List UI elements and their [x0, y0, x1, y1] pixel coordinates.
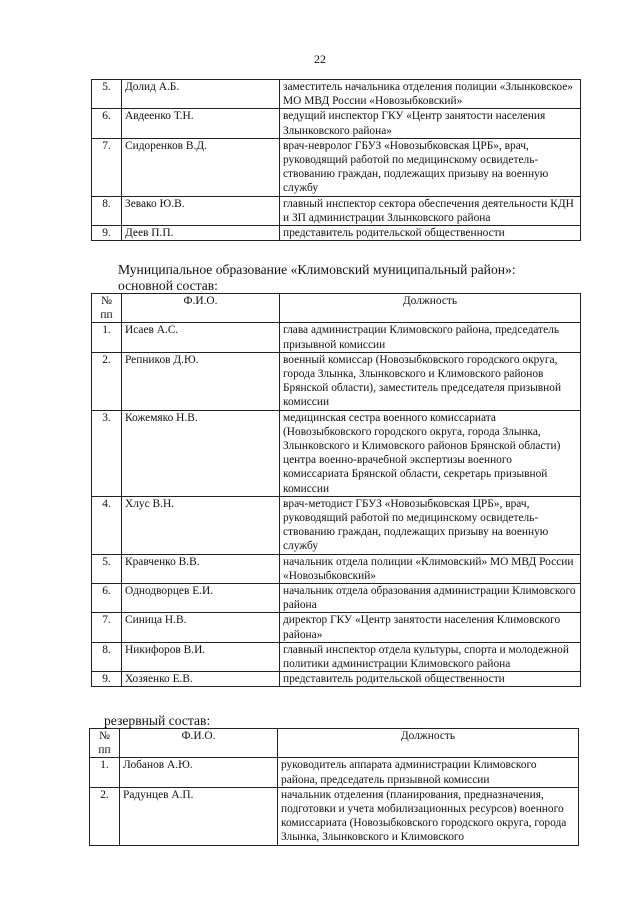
- row-number: 9.: [92, 672, 122, 687]
- member-name: Синица Н.В.: [122, 613, 280, 642]
- table-row: [92, 496, 581, 554]
- table-row: [92, 410, 581, 496]
- row-number: 7.: [92, 138, 122, 196]
- header-number: № пп: [90, 729, 120, 758]
- member-name: Репников Д.Ю.: [122, 352, 280, 410]
- header-name: Ф.И.О.: [122, 294, 280, 323]
- section-heading-reserve-staff: резервный состав:: [104, 713, 211, 728]
- row-number: 1.: [92, 323, 122, 352]
- member-position: руководитель аппарата администрации Климовского района, председатель призывной комиссии: [278, 758, 579, 787]
- member-name: Однодворцев Е.И.: [122, 584, 280, 613]
- member-position: врач-невролог ГБУЗ «Новозыбковская ЦРБ», врач, руководящий работой по медицинскому освидетель-ствованию граждан, подлежащих призыву на военную службу: [280, 138, 581, 196]
- row-number: 5.: [92, 80, 122, 109]
- member-position: медицинская сестра военного комиссариата (Новозыбковского городского округа, города Злынка, Злынковского и Климовского районов Брянской области) центра военно-врачебной экспертизы военного комиссариата Брянской области, секретарь призывной комиссии: [280, 410, 581, 496]
- member-position: военный комиссар (Новозыбковского городского округа, города Злынка, Злынковского и Климовского районов Брянской области), заместитель председателя призывной комиссии: [280, 352, 581, 410]
- table-header-row: [92, 294, 581, 323]
- page-number: 22: [314, 52, 326, 66]
- header-number: № пп: [92, 294, 122, 323]
- table-row: [90, 758, 579, 787]
- member-name: Хозяенко Е.В.: [122, 672, 280, 687]
- row-number: 1.: [90, 758, 120, 787]
- row-number: 5.: [92, 554, 122, 583]
- member-position: ведущий инспектор ГКУ «Центр занятости населения Злынковского района»: [280, 109, 581, 138]
- member-position: представитель родительской общественности: [280, 226, 581, 241]
- commission-table-klimovsky-reserve: [89, 728, 579, 846]
- row-number: 2.: [92, 352, 122, 410]
- table-row: [92, 80, 581, 109]
- member-name: Лобанов А.Ю.: [120, 758, 278, 787]
- header-name: Ф.И.О.: [120, 729, 278, 758]
- header-position: Должность: [278, 729, 579, 758]
- table-row: [92, 196, 581, 225]
- row-number: 9.: [92, 226, 122, 241]
- row-number: 7.: [92, 613, 122, 642]
- member-name: Кожемяко Н.В.: [122, 410, 280, 496]
- member-position: представитель родительской общественности: [280, 672, 581, 687]
- member-name: Хлус В.Н.: [122, 496, 280, 554]
- member-name: Радунцев А.П.: [120, 787, 278, 845]
- member-position: врач-методист ГБУЗ «Новозыбковская ЦРБ», врач, руководящий работой по медицинскому освидетель-ствованию граждан, подлежащих призыву на военную службу: [280, 496, 581, 554]
- row-number: 6.: [92, 109, 122, 138]
- member-name: Долид А.Б.: [122, 80, 280, 109]
- member-name: Сидоренков В.Д.: [122, 138, 280, 196]
- table-row: [92, 109, 581, 138]
- table-row: [92, 138, 581, 196]
- member-position: заместитель начальника отделения полиции «Злынковское» МО МВД России «Новозыбковский»: [280, 80, 581, 109]
- section-heading-klimovsky: Муниципальное образование «Климовский муниципальный район»:: [118, 262, 516, 277]
- table-row: [92, 642, 581, 671]
- table-row: [92, 323, 581, 352]
- member-name: Исаев А.С.: [122, 323, 280, 352]
- member-name: Деев П.П.: [122, 226, 280, 241]
- member-position: главный инспектор сектора обеспечения деятельности КДН и ЗП администрации Злынковского района: [280, 196, 581, 225]
- member-position: начальник отдела полиции «Климовский» МО МВД России «Новозыбковский»: [280, 554, 581, 583]
- member-position: главный инспектор отдела культуры, спорта и молодежной политики администрации Климовского района: [280, 642, 581, 671]
- header-position: Должность: [280, 294, 581, 323]
- table-row: [92, 352, 581, 410]
- table-row: [92, 584, 581, 613]
- member-position: директор ГКУ «Центр занятости населения Климовского района»: [280, 613, 581, 642]
- table-row: [92, 613, 581, 642]
- table-header-row: [90, 729, 579, 758]
- member-name: Кравченко В.В.: [122, 554, 280, 583]
- member-name: Авдеенко Т.Н.: [122, 109, 280, 138]
- section-subheading-main-staff: основной состав:: [118, 278, 218, 293]
- row-number: 8.: [92, 642, 122, 671]
- member-position: начальник отдела образования администрации Климовского района: [280, 584, 581, 613]
- row-number: 8.: [92, 196, 122, 225]
- member-name: Никифоров В.И.: [122, 642, 280, 671]
- row-number: 6.: [92, 584, 122, 613]
- row-number: 2.: [90, 787, 120, 845]
- member-position: глава администрации Климовского района, председатель призывной комиссии: [280, 323, 581, 352]
- table-row: [92, 672, 581, 687]
- member-position: начальник отделения (планирования, предназначения, подготовки и учета мобилизационных ресурсов) военного комиссариата (Новозыбковского городского округа, города Злынка, Злынковского и Климовского: [278, 787, 579, 845]
- commission-table-klimovsky-main: [91, 293, 581, 687]
- member-name: Зевако Ю.В.: [122, 196, 280, 225]
- row-number: 3.: [92, 410, 122, 496]
- row-number: 4.: [92, 496, 122, 554]
- table-row: [92, 226, 581, 241]
- commission-table-zlynka-continued: [91, 79, 581, 241]
- table-row: [90, 787, 579, 845]
- table-row: [92, 554, 581, 583]
